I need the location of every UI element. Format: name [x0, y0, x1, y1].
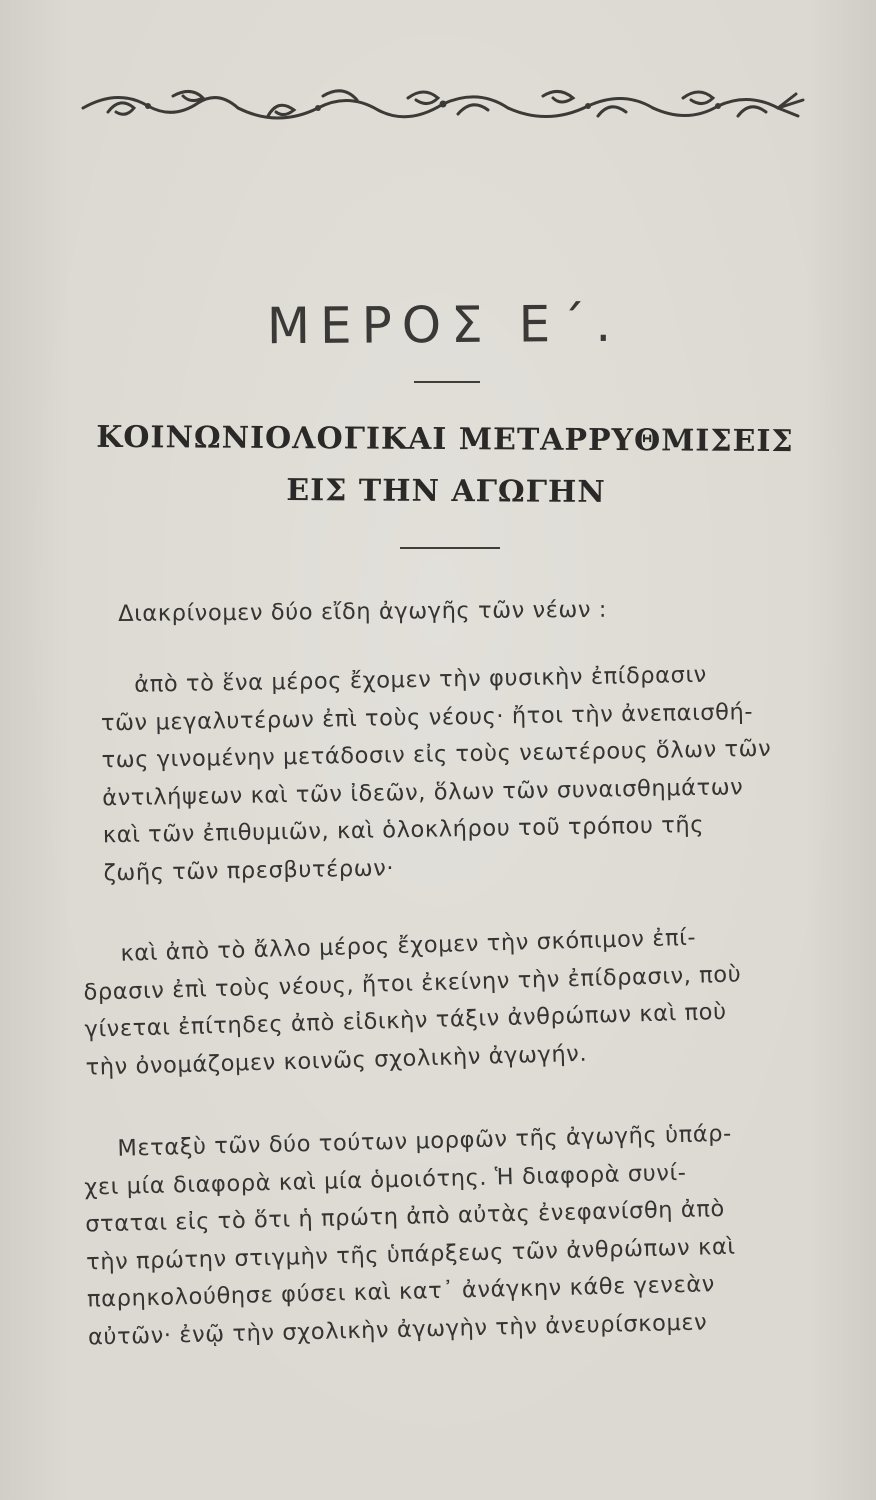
text-line: αὐτῶν· ἐνῷ τὴν σχολικὴν ἀγωγὴν τὴν ἀνευρίσκομεν [87, 1308, 708, 1351]
text-line: ἀντιλήψεων καὶ τῶν ἰδεῶν, ὅλων τῶν συναισθημάτων [102, 773, 744, 811]
text-line: δρασιν ἐπὶ τοὺς νέους, ἤτοι ἐκείνην τὴν ἐπίδρασιν, ποὺ [83, 960, 742, 1006]
chapter-heading-line-2: ΕΙΣ ΤΗΝ ΑΓΩΓΗΝ [286, 473, 606, 510]
text-line: χει μία διαφορὰ καὶ μία ὁμοιότης. Ἡ διαφορὰ συνί- [84, 1159, 687, 1201]
paragraph-1 [100, 654, 876, 892]
divider-rule [400, 547, 500, 549]
text-line: ἀπὸ τὸ ἕνα μέρος ἔχομεν τὴν φυσικὴν ἐπίδρασιν [134, 661, 708, 698]
text-line: τὴν ὀνομάζομεν κοινῶς σχολικὴν ἀγωγήν. [85, 1040, 588, 1081]
floral-scroll-ornament-icon [78, 78, 808, 138]
paragraph-3 [84, 1113, 868, 1356]
divider-rule [414, 381, 480, 383]
text-line: καὶ ἀπὸ τὸ ἄλλο μέρος ἔχομεν τὴν σκόπιμον ἐπί- [120, 924, 697, 967]
text-line: παρηκολούθησε φύσει καὶ κατ᾽ ἀνάγκην κάθε γενεὰν [86, 1271, 716, 1313]
text-line: τῶν μεγαλυτέρων ἐπὶ τοὺς νέους· ἤτοι τὴν ἀνεπαισθή- [100, 698, 754, 736]
intro-paragraph [118, 589, 874, 633]
paragraph-2 [83, 915, 870, 1086]
part-title: ΜΕΡΟΣ Ε΄. [266, 294, 622, 356]
text-line: Διακρίνομεν δύο εἴδη ἀγωγῆς τῶν νέων : [118, 596, 608, 627]
text-line: σταται εἰς τὸ ὅτι ἡ πρώτη ἀπὸ αὐτὰς ἐνεφανίσθη ἀπὸ [84, 1195, 726, 1238]
text-line: τὴν πρώτην στιγμὴν τῆς ὑπάρξεως τῶν ἀνθρώπων καὶ [85, 1233, 736, 1276]
text-line: ζωῆς τῶν πρεσβυτέρων· [103, 854, 395, 886]
text-line: τως γινομένην μετάδοσιν εἰς τοὺς νεωτέρους ὅλων τῶν [101, 735, 772, 774]
chapter-heading-line-1: ΚΟΙΝΩΝΙΟΛΟΓΙΚΑΙ ΜΕΤΑΡΡΥΘΜΙΣΕΙΣ [96, 419, 794, 460]
text-line: καὶ τῶν ἐπιθυμιῶν, καὶ ὁλοκλήρου τοῦ τρόπου τῆς [102, 811, 705, 849]
text-line: Μεταξὺ τῶν δύο τούτων μορφῶν τῆς ἀγωγῆς ὑπάρ- [117, 1120, 733, 1162]
text-line: γίνεται ἐπίτηδες ἀπὸ εἰδικὴν τάξιν ἀνθρώπων καὶ ποὺ [84, 998, 728, 1043]
